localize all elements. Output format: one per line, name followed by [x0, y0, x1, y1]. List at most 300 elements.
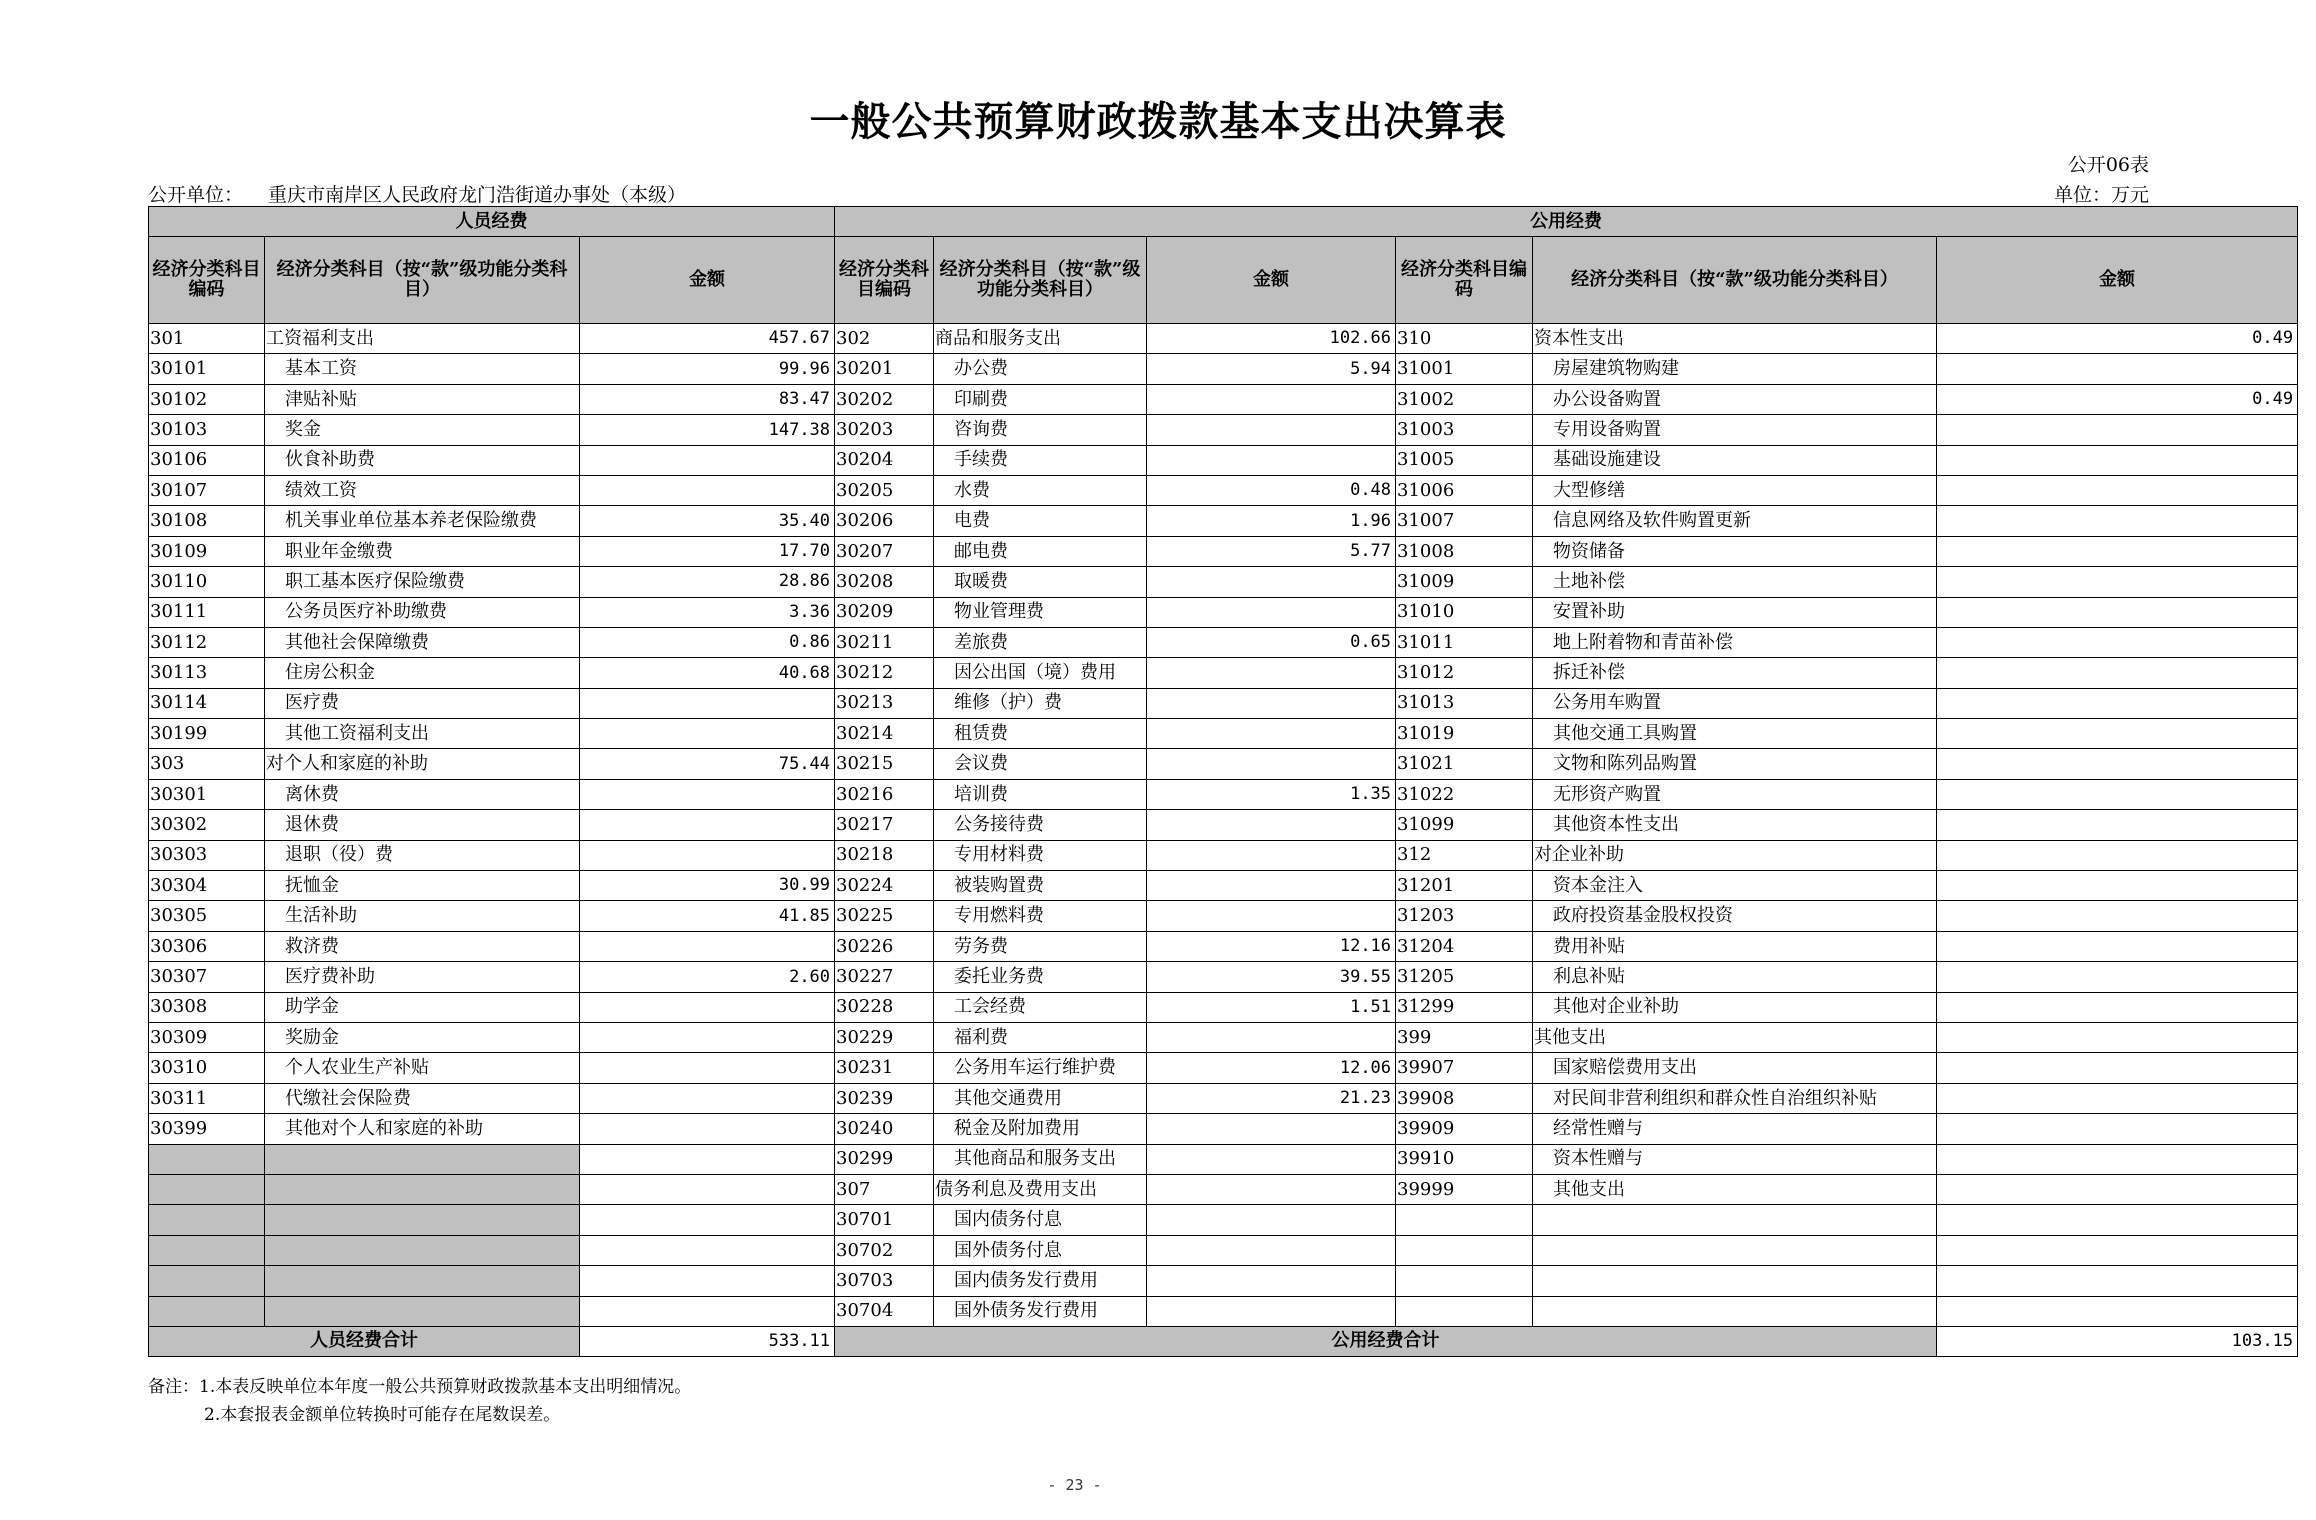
personnel-code-cell: 30111 [149, 597, 265, 627]
public-b-name-cell: 对民间非营利组织和群众性自治组织补贴 [1533, 1083, 1937, 1113]
public-b-name-cell: 其他交通工具购置 [1533, 719, 1937, 749]
public-a-name-cell: 手续费 [934, 445, 1147, 475]
public-a-amount-cell: 5.77 [1147, 536, 1396, 566]
personnel-name-cell [265, 1296, 580, 1326]
table-row [149, 931, 2298, 961]
public-b-name-cell: 拆迁补偿 [1533, 658, 1937, 688]
public-b-name-cell: 信息网络及软件购置更新 [1533, 506, 1937, 536]
public-b-name-cell: 其他对企业补助 [1533, 992, 1937, 1022]
unit-line [148, 180, 2149, 204]
personnel-name-cell: 助学金 [265, 992, 580, 1022]
public-b-name-cell: 基础设施建设 [1533, 445, 1937, 475]
amount-header: 金额 [1147, 237, 1396, 324]
table-row [149, 354, 2298, 384]
public-a-name-cell: 因公出国（境）费用 [934, 658, 1147, 688]
public-b-code-cell: 31012 [1396, 658, 1533, 688]
personnel-name-cell: 医疗费补助 [265, 962, 580, 992]
table-row [149, 901, 2298, 931]
public-a-code-cell: 30702 [835, 1235, 934, 1265]
table-row [149, 810, 2298, 840]
expenditure-table [148, 206, 2298, 1357]
public-a-code-cell: 30218 [835, 840, 934, 870]
public-b-code-cell: 31006 [1396, 475, 1533, 505]
public-b-amount-cell [1937, 810, 2298, 840]
public-a-name-cell: 劳务费 [934, 931, 1147, 961]
personnel-code-cell: 30305 [149, 901, 265, 931]
table-row [149, 324, 2298, 354]
public-a-code-cell: 30227 [835, 962, 934, 992]
code-header: 经济分类科目编码 [1396, 237, 1533, 324]
public-b-amount-cell [1937, 1144, 2298, 1174]
public-a-name-cell: 专用材料费 [934, 840, 1147, 870]
table-row [149, 1205, 2298, 1235]
public-a-name-cell: 公务用车运行维护费 [934, 1053, 1147, 1083]
public-b-name-cell [1533, 1296, 1937, 1326]
public-a-amount-cell [1147, 1296, 1396, 1326]
public-a-name-cell: 邮电费 [934, 536, 1147, 566]
personnel-code-cell: 30109 [149, 536, 265, 566]
public-a-code-cell: 302 [835, 324, 934, 354]
header-row-columns [149, 237, 2298, 324]
public-a-name-cell: 水费 [934, 475, 1147, 505]
public-b-amount-cell [1937, 597, 2298, 627]
personnel-code-cell: 30112 [149, 627, 265, 657]
personnel-amount-cell: 75.44 [580, 749, 835, 779]
personnel-code-cell: 30114 [149, 688, 265, 718]
public-header: 公用经费 [835, 207, 2298, 237]
public-a-name-cell: 培训费 [934, 779, 1147, 809]
personnel-amount-cell [580, 1022, 835, 1052]
public-a-code-cell: 30217 [835, 810, 934, 840]
public-a-amount-cell [1147, 1022, 1396, 1052]
personnel-code-cell: 30107 [149, 475, 265, 505]
personnel-code-cell [149, 1144, 265, 1174]
personnel-amount-cell [580, 840, 835, 870]
public-a-code-cell: 30215 [835, 749, 934, 779]
public-b-amount-cell [1937, 901, 2298, 931]
personnel-amount-cell: 28.86 [580, 567, 835, 597]
public-b-name-cell [1533, 1205, 1937, 1235]
personnel-code-cell: 301 [149, 324, 265, 354]
personnel-amount-cell [580, 1174, 835, 1204]
public-b-name-cell: 经常性赠与 [1533, 1114, 1937, 1144]
page-number: - 23 - [1047, 1476, 1102, 1494]
personnel-code-cell [149, 1266, 265, 1296]
public-a-amount-cell: 0.48 [1147, 475, 1396, 505]
personnel-name-cell: 医疗费 [265, 688, 580, 718]
public-b-name-cell: 地上附着物和青苗补偿 [1533, 627, 1937, 657]
public-b-amount-cell [1937, 688, 2298, 718]
public-a-name-cell: 福利费 [934, 1022, 1147, 1052]
public-b-name-cell: 安置补助 [1533, 597, 1937, 627]
public-a-amount-cell [1147, 840, 1396, 870]
public-b-amount-cell [1937, 536, 2298, 566]
personnel-name-cell: 离休费 [265, 779, 580, 809]
public-b-name-cell: 办公设备购置 [1533, 384, 1937, 414]
personnel-amount-cell [580, 1235, 835, 1265]
public-b-name-cell: 资本金注入 [1533, 871, 1937, 901]
public-a-name-cell: 公务接待费 [934, 810, 1147, 840]
personnel-code-cell: 30199 [149, 719, 265, 749]
personnel-amount-cell: 457.67 [580, 324, 835, 354]
name-header: 经济分类科目（按“款”级功能分类科目） [1533, 237, 1937, 324]
public-a-amount-cell: 5.94 [1147, 354, 1396, 384]
public-b-name-cell [1533, 1235, 1937, 1265]
personnel-amount-cell [580, 475, 835, 505]
public-a-code-cell: 307 [835, 1174, 934, 1204]
public-b-code-cell: 31203 [1396, 901, 1533, 931]
personnel-code-cell [149, 1296, 265, 1326]
personnel-name-cell: 津贴补贴 [265, 384, 580, 414]
table-row [149, 1053, 2298, 1083]
public-a-name-cell: 印刷费 [934, 384, 1147, 414]
public-a-code-cell: 30231 [835, 1053, 934, 1083]
public-b-amount-cell [1937, 992, 2298, 1022]
table-row [149, 1266, 2298, 1296]
public-b-amount-cell [1937, 658, 2298, 688]
personnel-name-cell: 其他对个人和家庭的补助 [265, 1114, 580, 1144]
public-b-code-cell: 31001 [1396, 354, 1533, 384]
public-b-amount-cell [1937, 962, 2298, 992]
table-row [149, 1235, 2298, 1265]
public-b-amount-cell [1937, 1083, 2298, 1113]
public-b-amount-cell [1937, 871, 2298, 901]
public-b-amount-cell [1937, 1296, 2298, 1326]
public-a-name-cell: 其他商品和服务支出 [934, 1144, 1147, 1174]
public-a-amount-cell: 1.51 [1147, 992, 1396, 1022]
personnel-total-amount: 533.11 [580, 1326, 835, 1356]
personnel-code-cell: 30302 [149, 810, 265, 840]
public-a-amount-cell [1147, 1205, 1396, 1235]
public-a-code-cell: 30211 [835, 627, 934, 657]
unit-label: 公开单位： [148, 184, 244, 206]
personnel-amount-cell [580, 1114, 835, 1144]
page-title: 一般公共预算财政拨款基本支出决算表 [809, 98, 1507, 145]
public-b-code-cell: 399 [1396, 1022, 1533, 1052]
personnel-amount-cell [580, 688, 835, 718]
personnel-name-cell [265, 1266, 580, 1296]
public-a-name-cell: 电费 [934, 506, 1147, 536]
personnel-header: 人员经费 [149, 207, 835, 237]
public-a-amount-cell [1147, 415, 1396, 445]
public-b-name-cell: 其他支出 [1533, 1022, 1937, 1052]
table-row [149, 871, 2298, 901]
personnel-code-cell: 30110 [149, 567, 265, 597]
public-b-code-cell: 39910 [1396, 1144, 1533, 1174]
public-b-amount-cell [1937, 749, 2298, 779]
code-header: 经济分类科目编码 [835, 237, 934, 324]
personnel-name-cell: 基本工资 [265, 354, 580, 384]
public-a-code-cell: 30214 [835, 719, 934, 749]
personnel-code-cell: 30307 [149, 962, 265, 992]
public-a-code-cell: 30213 [835, 688, 934, 718]
public-b-code-cell: 31205 [1396, 962, 1533, 992]
personnel-name-cell: 公务员医疗补助缴费 [265, 597, 580, 627]
public-a-amount-cell [1147, 871, 1396, 901]
public-b-name-cell: 费用补贴 [1533, 931, 1937, 961]
public-b-code-cell: 39907 [1396, 1053, 1533, 1083]
public-b-code-cell: 31204 [1396, 931, 1533, 961]
public-a-amount-cell: 1.96 [1147, 506, 1396, 536]
public-a-name-cell: 工会经费 [934, 992, 1147, 1022]
public-b-code-cell: 31021 [1396, 749, 1533, 779]
personnel-name-cell: 个人农业生产补贴 [265, 1053, 580, 1083]
personnel-amount-cell: 3.36 [580, 597, 835, 627]
public-a-code-cell: 30299 [835, 1144, 934, 1174]
table-row [149, 384, 2298, 414]
public-b-name-cell: 物资储备 [1533, 536, 1937, 566]
public-a-amount-cell [1147, 658, 1396, 688]
personnel-code-cell: 30101 [149, 354, 265, 384]
public-b-amount-cell [1937, 719, 2298, 749]
public-b-code-cell: 31013 [1396, 688, 1533, 718]
personnel-amount-cell: 17.70 [580, 536, 835, 566]
totals-row [149, 1326, 2298, 1356]
public-a-name-cell: 会议费 [934, 749, 1147, 779]
public-b-name-cell: 利息补贴 [1533, 962, 1937, 992]
public-b-code-cell: 31099 [1396, 810, 1533, 840]
personnel-code-cell: 30106 [149, 445, 265, 475]
public-b-amount-cell [1937, 506, 2298, 536]
public-b-amount-cell [1937, 567, 2298, 597]
table-row [149, 1296, 2298, 1326]
public-a-code-cell: 30216 [835, 779, 934, 809]
public-a-amount-cell: 1.35 [1147, 779, 1396, 809]
personnel-name-cell [265, 1205, 580, 1235]
personnel-amount-cell [580, 992, 835, 1022]
personnel-code-cell: 30399 [149, 1114, 265, 1144]
notes [148, 1373, 691, 1429]
personnel-amount-cell [580, 1144, 835, 1174]
public-a-name-cell: 取暖费 [934, 567, 1147, 597]
personnel-code-cell: 30301 [149, 779, 265, 809]
public-a-amount-cell [1147, 810, 1396, 840]
public-a-name-cell: 租赁费 [934, 719, 1147, 749]
public-a-amount-cell: 102.66 [1147, 324, 1396, 354]
public-b-amount-cell [1937, 1266, 2298, 1296]
public-b-amount-cell [1937, 1205, 2298, 1235]
public-b-name-cell: 对企业补助 [1533, 840, 1937, 870]
public-a-code-cell: 30202 [835, 384, 934, 414]
personnel-total-label: 人员经费合计 [149, 1326, 580, 1356]
personnel-amount-cell [580, 1266, 835, 1296]
public-b-name-cell: 文物和陈列品购置 [1533, 749, 1937, 779]
table-row [149, 749, 2298, 779]
public-a-name-cell: 办公费 [934, 354, 1147, 384]
personnel-amount-cell [580, 445, 835, 475]
amount-header: 金额 [1937, 237, 2298, 324]
public-a-amount-cell [1147, 445, 1396, 475]
personnel-name-cell: 奖励金 [265, 1022, 580, 1052]
public-b-code-cell: 310 [1396, 324, 1533, 354]
personnel-amount-cell: 30.99 [580, 871, 835, 901]
table-row [149, 597, 2298, 627]
public-a-code-cell: 30208 [835, 567, 934, 597]
personnel-name-cell: 退职（役）费 [265, 840, 580, 870]
table-row [149, 719, 2298, 749]
public-b-code-cell: 31299 [1396, 992, 1533, 1022]
public-a-code-cell: 30207 [835, 536, 934, 566]
personnel-code-cell [149, 1235, 265, 1265]
personnel-name-cell: 其他社会保障缴费 [265, 627, 580, 657]
public-total-label: 公用经费合计 [835, 1326, 1937, 1356]
currency-unit: 单位：万元 [2053, 184, 2149, 206]
personnel-code-cell: 30113 [149, 658, 265, 688]
public-b-code-cell: 31003 [1396, 415, 1533, 445]
table-row [149, 658, 2298, 688]
table-row [149, 1022, 2298, 1052]
public-b-name-cell: 公务用车购置 [1533, 688, 1937, 718]
public-a-code-cell: 30209 [835, 597, 934, 627]
public-b-code-cell: 31201 [1396, 871, 1533, 901]
public-b-name-cell: 其他支出 [1533, 1174, 1937, 1204]
personnel-name-cell: 救济费 [265, 931, 580, 961]
personnel-amount-cell [580, 1083, 835, 1113]
header-row-group [149, 207, 2298, 237]
public-b-code-cell: 31010 [1396, 597, 1533, 627]
public-b-name-cell: 土地补偿 [1533, 567, 1937, 597]
public-b-amount-cell [1937, 627, 2298, 657]
table-row [149, 1114, 2298, 1144]
public-b-code-cell: 31002 [1396, 384, 1533, 414]
public-a-code-cell: 30206 [835, 506, 934, 536]
public-a-amount-cell [1147, 1114, 1396, 1144]
personnel-code-cell: 30108 [149, 506, 265, 536]
personnel-name-cell: 绩效工资 [265, 475, 580, 505]
public-a-name-cell: 税金及附加费用 [934, 1114, 1147, 1144]
form-number: 公开06表 [2067, 154, 2149, 176]
public-a-code-cell: 30225 [835, 901, 934, 931]
personnel-code-cell: 30308 [149, 992, 265, 1022]
public-a-code-cell: 30239 [835, 1083, 934, 1113]
personnel-amount-cell: 40.68 [580, 658, 835, 688]
personnel-name-cell [265, 1144, 580, 1174]
public-b-name-cell: 政府投资基金股权投资 [1533, 901, 1937, 931]
public-a-name-cell: 国内债务付息 [934, 1205, 1147, 1235]
public-b-code-cell [1396, 1296, 1533, 1326]
personnel-code-cell: 30304 [149, 871, 265, 901]
table-row [149, 445, 2298, 475]
public-b-name-cell: 大型修缮 [1533, 475, 1937, 505]
code-header: 经济分类科目编码 [149, 237, 265, 324]
public-a-code-cell: 30212 [835, 658, 934, 688]
personnel-code-cell: 303 [149, 749, 265, 779]
personnel-name-cell: 工资福利支出 [265, 324, 580, 354]
public-b-amount-cell [1937, 840, 2298, 870]
table-row [149, 1174, 2298, 1204]
public-a-amount-cell: 12.16 [1147, 931, 1396, 961]
personnel-name-cell: 退休费 [265, 810, 580, 840]
public-a-amount-cell: 39.55 [1147, 962, 1396, 992]
public-b-code-cell: 31019 [1396, 719, 1533, 749]
public-b-code-cell [1396, 1266, 1533, 1296]
table-row [149, 992, 2298, 1022]
public-b-amount-cell: 0.49 [1937, 384, 2298, 414]
public-total-amount: 103.15 [1937, 1326, 2298, 1356]
public-b-amount-cell [1937, 1235, 2298, 1265]
public-a-name-cell: 国外债务付息 [934, 1235, 1147, 1265]
personnel-code-cell: 30306 [149, 931, 265, 961]
unit-name: 重庆市南岸区人民政府龙门浩街道办事处（本级） [268, 184, 687, 206]
personnel-name-cell: 奖金 [265, 415, 580, 445]
personnel-name-cell: 住房公积金 [265, 658, 580, 688]
table-row [149, 688, 2298, 718]
public-b-amount-cell [1937, 445, 2298, 475]
table-row [149, 779, 2298, 809]
public-b-code-cell: 31008 [1396, 536, 1533, 566]
public-a-code-cell: 30226 [835, 931, 934, 961]
public-b-code-cell: 39908 [1396, 1083, 1533, 1113]
note-1: 备注：1.本表反映单位本年度一般公共预算财政拨款基本支出明细情况。 [148, 1377, 692, 1397]
public-b-code-cell [1396, 1235, 1533, 1265]
personnel-name-cell [265, 1174, 580, 1204]
personnel-name-cell: 职业年金缴费 [265, 536, 580, 566]
public-b-name-cell: 房屋建筑物购建 [1533, 354, 1937, 384]
public-a-name-cell: 国外债务发行费用 [934, 1296, 1147, 1326]
public-a-name-cell: 商品和服务支出 [934, 324, 1147, 354]
public-a-amount-cell [1147, 719, 1396, 749]
public-a-amount-cell [1147, 749, 1396, 779]
table-row [149, 475, 2298, 505]
public-b-code-cell: 31011 [1396, 627, 1533, 657]
public-b-name-cell: 无形资产购置 [1533, 779, 1937, 809]
table-row [149, 1144, 2298, 1174]
name-header: 经济分类科目（按“款”级功能分类科目） [934, 237, 1147, 324]
personnel-amount-cell [580, 779, 835, 809]
public-b-amount-cell [1937, 354, 2298, 384]
public-a-code-cell: 30205 [835, 475, 934, 505]
public-a-code-cell: 30228 [835, 992, 934, 1022]
personnel-amount-cell: 41.85 [580, 901, 835, 931]
public-a-name-cell: 咨询费 [934, 415, 1147, 445]
public-a-amount-cell: 0.65 [1147, 627, 1396, 657]
personnel-amount-cell [580, 1053, 835, 1083]
public-a-code-cell: 30204 [835, 445, 934, 475]
public-b-amount-cell [1937, 1053, 2298, 1083]
public-a-name-cell: 专用燃料费 [934, 901, 1147, 931]
personnel-name-cell: 代缴社会保险费 [265, 1083, 580, 1113]
public-b-name-cell [1533, 1266, 1937, 1296]
public-a-amount-cell [1147, 597, 1396, 627]
public-a-code-cell: 30203 [835, 415, 934, 445]
amount-header: 金额 [580, 237, 835, 324]
table-row [149, 415, 2298, 445]
public-b-name-cell: 其他资本性支出 [1533, 810, 1937, 840]
public-b-amount-cell [1937, 1022, 2298, 1052]
public-b-name-cell: 国家赔偿费用支出 [1533, 1053, 1937, 1083]
public-b-name-cell: 资本性支出 [1533, 324, 1937, 354]
public-a-code-cell: 30704 [835, 1296, 934, 1326]
public-a-name-cell: 国内债务发行费用 [934, 1266, 1147, 1296]
personnel-name-cell: 其他工资福利支出 [265, 719, 580, 749]
personnel-amount-cell [580, 810, 835, 840]
public-a-name-cell: 维修（护）费 [934, 688, 1147, 718]
public-a-code-cell: 30703 [835, 1266, 934, 1296]
personnel-amount-cell: 147.38 [580, 415, 835, 445]
table-row [149, 506, 2298, 536]
public-b-code-cell: 31005 [1396, 445, 1533, 475]
personnel-code-cell [149, 1205, 265, 1235]
table-row [149, 627, 2298, 657]
personnel-amount-cell: 2.60 [580, 962, 835, 992]
public-b-amount-cell: 0.49 [1937, 324, 2298, 354]
personnel-code-cell: 30102 [149, 384, 265, 414]
public-b-code-cell: 39999 [1396, 1174, 1533, 1204]
personnel-name-cell: 职工基本医疗保险缴费 [265, 567, 580, 597]
note-2: 2.本套报表金额单位转换时可能存在尾数误差。 [204, 1405, 561, 1425]
public-a-name-cell: 差旅费 [934, 627, 1147, 657]
public-a-code-cell: 30201 [835, 354, 934, 384]
